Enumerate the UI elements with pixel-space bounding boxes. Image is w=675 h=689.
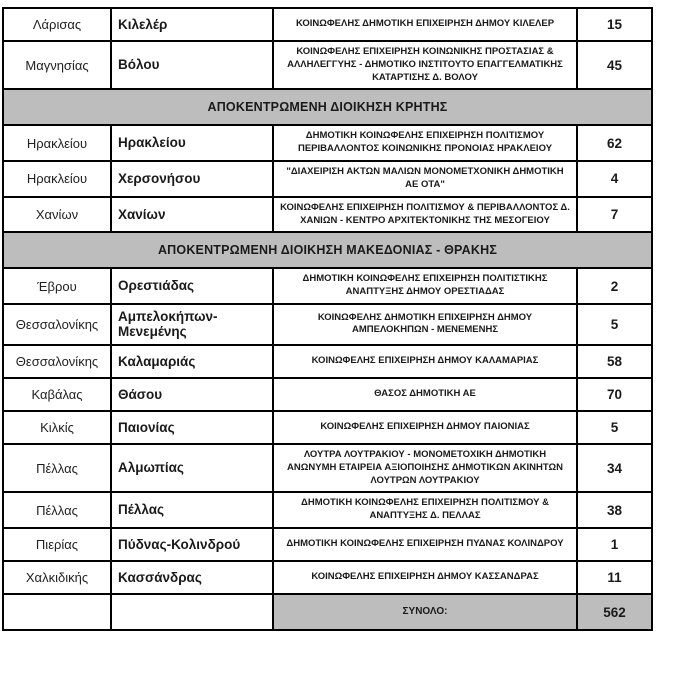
prefecture-cell: Πέλλας <box>3 444 111 492</box>
table-row <box>3 197 652 233</box>
total-empty-municipality-cell <box>111 594 273 630</box>
table-row <box>3 561 652 594</box>
prefecture-cell: Θεσσαλονίκης <box>3 345 111 378</box>
table-row <box>3 125 652 161</box>
municipality-cell: Κιλελέρ <box>111 8 273 41</box>
count-cell: 58 <box>577 345 652 378</box>
municipality-cell: Κασσάνδρας <box>111 561 273 594</box>
municipality-cell: Θάσου <box>111 378 273 411</box>
total-value-cell: 562 <box>577 594 652 630</box>
municipality-cell: Ηρακλείου <box>111 125 273 161</box>
section-header-label: ΑΠΟΚΕΝΤΡΩΜΕΝΗ ΔΙΟΙΚΗΣΗ ΜΑΚΕΔΟΝΙΑΣ - ΘΡΑΚΗΣ <box>3 232 652 268</box>
table-row <box>3 8 652 41</box>
municipality-cell: Πέλλας <box>111 492 273 528</box>
organization-cell: ΚΟΙΝΩΦΕΛΗΣ ΕΠΙΧΕΙΡΗΣΗ ΚΟΙΝΩΝΙΚΗΣ ΠΡΟΣΤΑΣΙΑΣ & ΑΛΛΗΛΕΓΓΥΗΣ - ΔΗΜΟΤΙΚΟ ΙΝΣΤΙΤΟΥΤΟ ΕΠΑΓΓΕΛΜΑΤΙΚΗΣ ΚΑΤΑΡΤΙΣΗΣ Δ. ΒΟΛΟΥ <box>273 41 577 89</box>
section-header-row <box>3 232 652 268</box>
table-row <box>3 345 652 378</box>
total-row <box>3 594 652 630</box>
total-label-cell: ΣΥΝΟΛΟ: <box>273 594 577 630</box>
municipality-cell: Αλμωπίας <box>111 444 273 492</box>
prefecture-cell: Πέλλας <box>3 492 111 528</box>
organization-cell: ΚΟΙΝΩΦΕΛΗΣ ΕΠΙΧΕΙΡΗΣΗ ΠΟΛΙΤΙΣΜΟΥ & ΠΕΡΙΒΑΛΛΟΝΤΟΣ Δ. ΧΑΝΙΩΝ - ΚΕΝΤΡΟ ΑΡΧΙΤΕΚΤΟΝΙΚΗΣ ΤΗΣ ΜΕΣΟΓΕΙΟΥ <box>273 197 577 233</box>
count-cell: 15 <box>577 8 652 41</box>
prefecture-cell: Ηρακλείου <box>3 125 111 161</box>
total-empty-prefecture-cell <box>3 594 111 630</box>
table-row <box>3 444 652 492</box>
municipality-cell: Καλαμαριάς <box>111 345 273 378</box>
organization-cell: ΔΗΜΟΤΙΚΗ ΚΟΙΝΩΦΕΛΗΣ ΕΠΙΧΕΙΡΗΣΗ ΠΟΛΙΤΙΣΜΟΥ & ΑΝΑΠΤΥΞΗΣ Δ. ΠΕΛΛΑΣ <box>273 492 577 528</box>
organization-cell: ΚΟΙΝΩΦΕΛΗΣ ΕΠΙΧΕΙΡΗΣΗ ΔΗΜΟΥ ΚΑΣΣΑΝΔΡΑΣ <box>273 561 577 594</box>
count-cell: 1 <box>577 528 652 561</box>
count-cell: 11 <box>577 561 652 594</box>
count-cell: 38 <box>577 492 652 528</box>
table-row <box>3 161 652 197</box>
count-cell: 62 <box>577 125 652 161</box>
organization-cell: ΚΟΙΝΩΦΕΛΗΣ ΔΗΜΟΤΙΚΗ ΕΠΙΧΕΙΡΗΣΗ ΔΗΜΟΥ ΑΜΠΕΛΟΚΗΠΩΝ - ΜΕΝΕΜΕΝΗΣ <box>273 304 577 345</box>
prefecture-cell: Θεσσαλονίκης <box>3 304 111 345</box>
organization-cell: ΚΟΙΝΩΦΕΛΗΣ ΕΠΙΧΕΙΡΗΣΗ ΔΗΜΟΥ ΠΑΙΟΝΙΑΣ <box>273 411 577 444</box>
count-cell: 34 <box>577 444 652 492</box>
organization-cell: "ΔΙΑΧΕΙΡΙΣΗ ΑΚΤΩΝ ΜΑΛΙΩΝ ΜΟΝΟΜΕΤΧΟΝΙΚΗ ΔΗΜΟΤΙΚΗ ΑΕ ΟΤΑ" <box>273 161 577 197</box>
table-row <box>3 528 652 561</box>
municipality-cell: Χανίων <box>111 197 273 233</box>
prefecture-cell: Κιλκίς <box>3 411 111 444</box>
count-cell: 4 <box>577 161 652 197</box>
section-header-label: ΑΠΟΚΕΝΤΡΩΜΕΝΗ ΔΙΟΙΚΗΣΗ ΚΡΗΤΗΣ <box>3 89 652 125</box>
count-cell: 5 <box>577 304 652 345</box>
table-row <box>3 492 652 528</box>
table-row <box>3 268 652 304</box>
prefecture-cell: Έβρου <box>3 268 111 304</box>
table-body <box>3 8 652 594</box>
organization-cell: ΚΟΙΝΩΦΕΛΗΣ ΕΠΙΧΕΙΡΗΣΗ ΔΗΜΟΥ ΚΑΛΑΜΑΡΙΑΣ <box>273 345 577 378</box>
prefecture-cell: Πιερίας <box>3 528 111 561</box>
organization-cell: ΔΗΜΟΤΙΚΗ ΚΟΙΝΩΦΕΛΗΣ ΕΠΙΧΕΙΡΗΣΗ ΠΥΔΝΑΣ ΚΟΛΙΝΔΡΟΥ <box>273 528 577 561</box>
count-cell: 7 <box>577 197 652 233</box>
municipality-cell: Πύδνας-Κολινδρού <box>111 528 273 561</box>
prefecture-cell: Χανίων <box>3 197 111 233</box>
organization-cell: ΛΟΥΤΡΑ ΛΟΥΤΡΑΚΙΟΥ - ΜΟΝΟΜΕΤΟΧΙΚΗ ΔΗΜΟΤΙΚΗ ΑΝΩΝΥΜΗ ΕΤΑΙΡΕΙΑ ΑΞΙΟΠΟΙΗΣΗΣ ΔΗΜΟΤΙΚΩΝ ΑΚΙΝΗΤΩΝ ΛΟΥΤΡΩΝ ΛΟΥΤΡΑΚΙΟΥ <box>273 444 577 492</box>
municipality-cell: Παιονίας <box>111 411 273 444</box>
prefecture-cell: Λάρισας <box>3 8 111 41</box>
organizations-table <box>2 7 653 631</box>
table-row <box>3 304 652 345</box>
prefecture-cell: Ηρακλείου <box>3 161 111 197</box>
count-cell: 2 <box>577 268 652 304</box>
count-cell: 45 <box>577 41 652 89</box>
table-row <box>3 378 652 411</box>
organization-cell: ΔΗΜΟΤΙΚΗ ΚΟΙΝΩΦΕΛΗΣ ΕΠΙΧΕΙΡΗΣΗ ΠΟΛΙΤΙΣΜΟΥ ΠΕΡΙΒΑΛΛΟΝΤΟΣ ΚΟΙΝΩΝΙΚΗΣ ΠΡΟΝΟΙΑΣ ΗΡΑΚΛΕΙΟΥ <box>273 125 577 161</box>
municipality-cell: Χερσονήσου <box>111 161 273 197</box>
count-cell: 70 <box>577 378 652 411</box>
municipality-cell: Ορεστιάδας <box>111 268 273 304</box>
prefecture-cell: Χαλκιδικής <box>3 561 111 594</box>
municipality-cell: Βόλου <box>111 41 273 89</box>
organization-cell: ΘΑΣΟΣ ΔΗΜΟΤΙΚΗ ΑΕ <box>273 378 577 411</box>
organization-cell: ΔΗΜΟΤΙΚΗ ΚΟΙΝΩΦΕΛΗΣ ΕΠΙΧΕΙΡΗΣΗ ΠΟΛΙΤΙΣΤΙΚΗΣ ΑΝΑΠΤΥΞΗΣ ΔΗΜΟΥ ΟΡΕΣΤΙΑΔΑΣ <box>273 268 577 304</box>
count-cell: 5 <box>577 411 652 444</box>
prefecture-cell: Μαγνησίας <box>3 41 111 89</box>
organization-cell: ΚΟΙΝΩΦΕΛΗΣ ΔΗΜΟΤΙΚΗ ΕΠΙΧΕΙΡΗΣΗ ΔΗΜΟΥ ΚΙΛΕΛΕΡ <box>273 8 577 41</box>
table-row <box>3 41 652 89</box>
municipality-cell: Αμπελοκήπων-Μενεμένης <box>111 304 273 345</box>
table-row <box>3 411 652 444</box>
prefecture-cell: Καβάλας <box>3 378 111 411</box>
section-header-row <box>3 89 652 125</box>
